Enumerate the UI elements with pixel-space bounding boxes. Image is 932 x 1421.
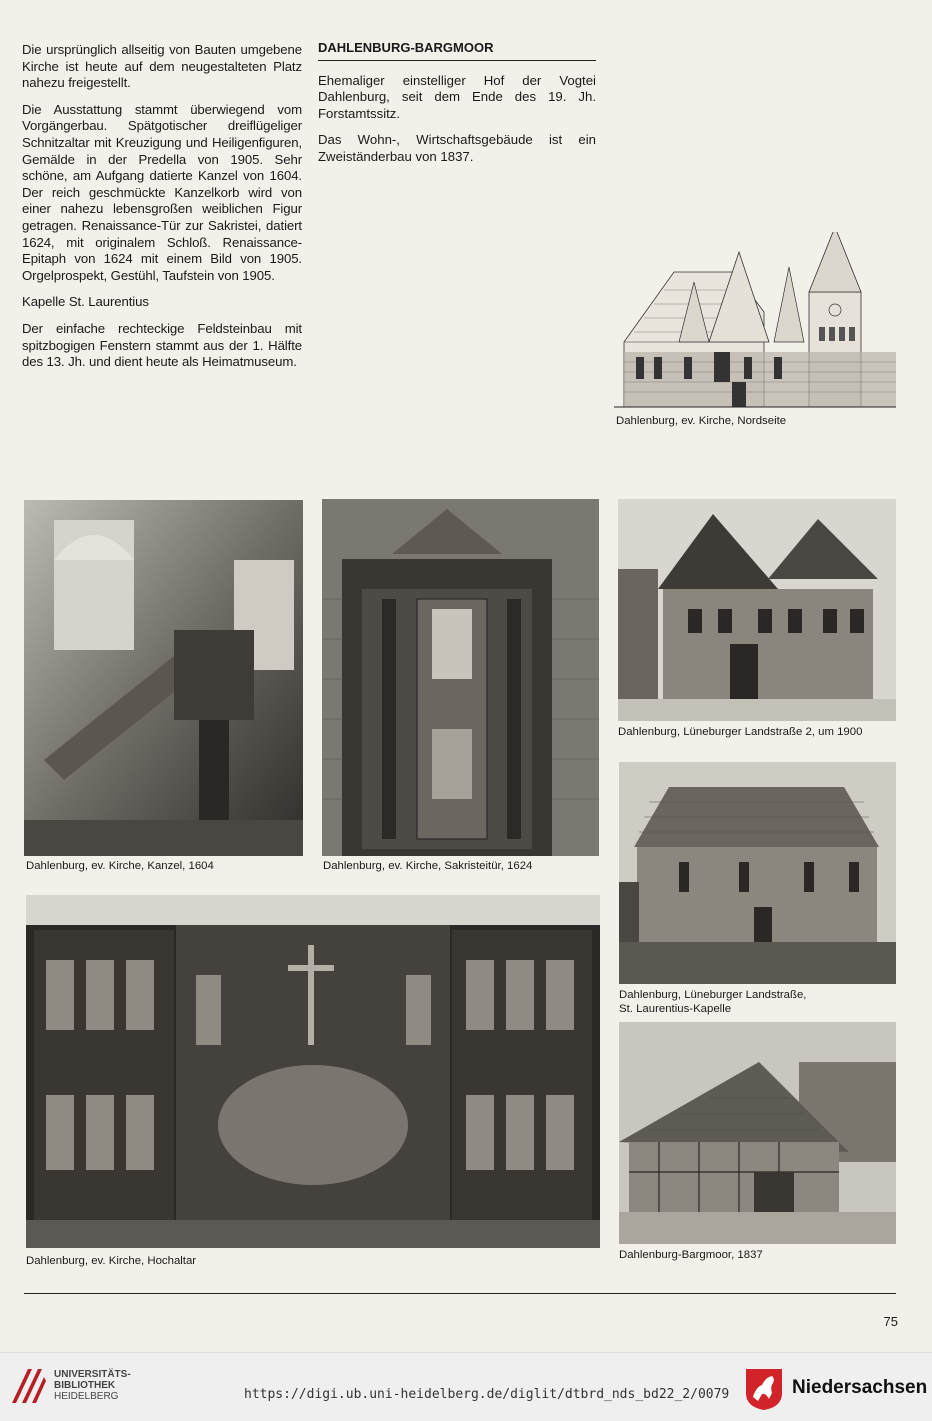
bottom-rule — [24, 1293, 896, 1294]
left-text-column — [22, 42, 302, 381]
paragraph-intro: Die ursprünglich allseitig von Bauten umgebene Kirche ist heute auf dem neugestalteten Platz nahezu freigestellt. — [22, 42, 302, 91]
caption-sacristy-door: Dahlenburg, ev. Kirche, Sakristeitür, 1624 — [323, 860, 533, 872]
caption-bargmoor: Dahlenburg-Bargmoor, 1837 — [619, 1249, 763, 1261]
paragraph-bargmoor-2: Das Wohn-, Wirtschaftsgebäude ist ein Zweiständerbau von 1837. — [318, 132, 596, 164]
middle-text-column — [318, 40, 596, 176]
caption-pulpit: Dahlenburg, ev. Kirche, Kanzel, 1604 — [26, 860, 214, 872]
caption-church-north: Dahlenburg, ev. Kirche, Nordseite — [616, 415, 787, 427]
viewer-footer — [0, 1352, 932, 1421]
niedersachsen-label: Niedersachsen — [792, 1377, 928, 1398]
house-lueneburger-photo — [618, 499, 896, 721]
page-number: 75 — [883, 1314, 898, 1329]
chapel-photo — [619, 762, 896, 984]
section-heading-bargmoor: DAHLENBURG-BARGMOOR — [318, 40, 596, 61]
paragraph-chapel: Der einfache rechteckige Feldsteinbau mit spitzbogigen Fenstern stammt aus der 1. Hälfte des 13. Jh. und dient heute als Heimatmuseum. — [22, 320, 302, 370]
sacristy-door-photo — [322, 499, 599, 856]
subheading-chapel: Kapelle St. Laurentius — [22, 294, 149, 310]
niedersachsen-horse-icon[interactable] — [744, 1367, 784, 1411]
ub-heidelberg-logo-text: UNIVERSITÄTS- BIBLIOTHEK HEIDELBERG — [54, 1369, 131, 1402]
caption-altar: Dahlenburg, ev. Kirche, Hochaltar — [26, 1255, 197, 1267]
pulpit-photo — [24, 500, 303, 856]
paragraph-furnishing: Die Ausstattung stammt überwiegend vom Vorgängerbau. Spätgotischer dreiflügeliger Schnitzaltar mit Kreuzigung und Heiligenfiguren, Gemälde in der Predella von 1905. Sehr schöne, am Aufgang datierte Kanzel von 1604. Der reich geschmückte Kanzelkorb wird von einer nahezu lebensgroßen weiblichen Figur getragen. Renaissance-Tür zur Sakristei, datiert 1624, mit originalem Schloß. Renaissance-Epitaph von 1624 mit einem Bild von 1905. Orgelprospekt, Gestühl, Taufstein von 1905. — [22, 101, 302, 283]
bargmoor-photo — [619, 1022, 896, 1244]
altar-photo — [26, 895, 600, 1248]
caption-house-lueneburger: Dahlenburg, Lüneburger Landstraße 2, um 1900 — [618, 726, 863, 738]
permalink-url[interactable]: https://digi.ub.uni-heidelberg.de/diglit/dtbrd_nds_bd22_2/0079 — [244, 1387, 730, 1402]
ub-heidelberg-logo-icon[interactable] — [8, 1363, 48, 1409]
church-north-drawing — [614, 232, 896, 410]
paragraph-bargmoor-1: Ehemaliger einstelliger Hof der Vogtei Dahlenburg, seit dem Ende des 19. Jh. Forstamtssitz. — [318, 72, 596, 121]
caption-chapel: Dahlenburg, Lüneburger Landstraße, St. Laurentius-Kapelle — [619, 989, 807, 1015]
